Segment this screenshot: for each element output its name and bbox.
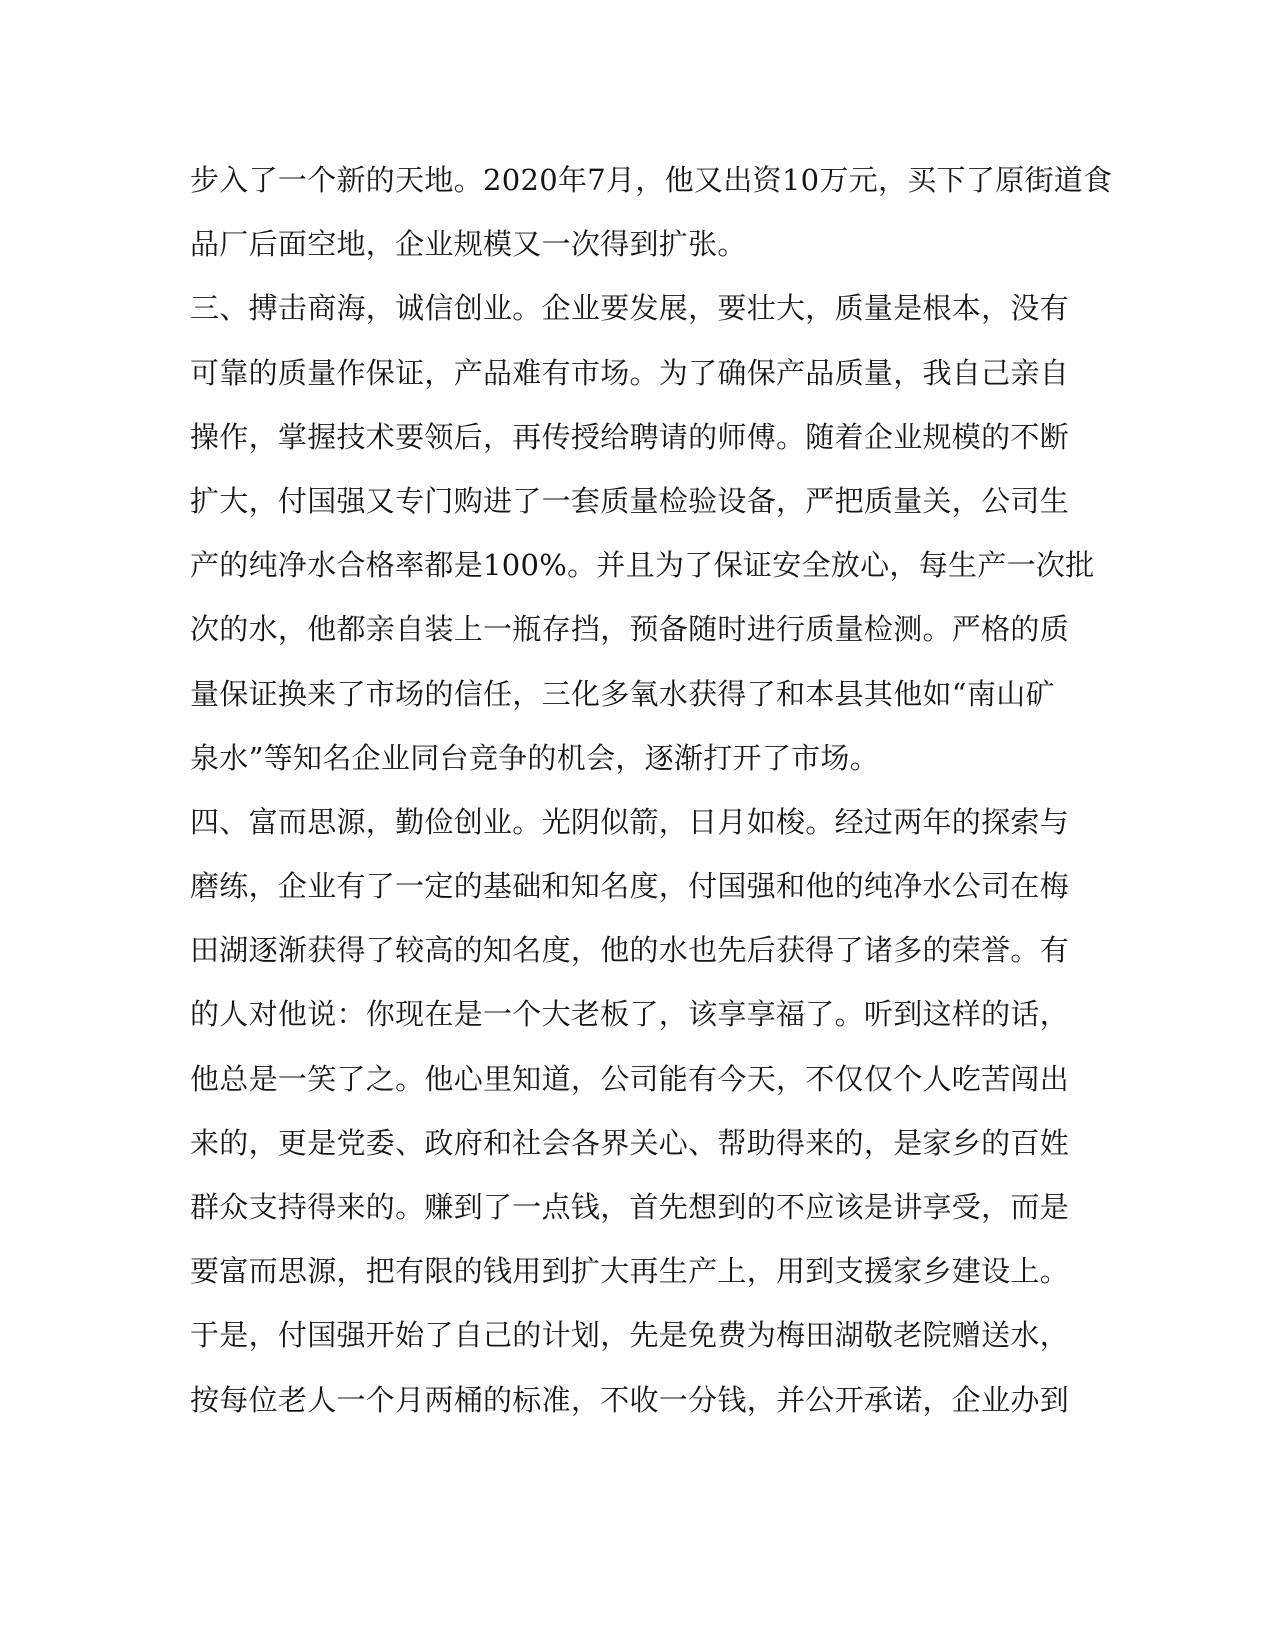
text-line: 来的，更是党委、政府和社会各界关心、帮助得来的，是家乡的百姓	[190, 1125, 1070, 1160]
text-line: 要富而思源，把有限的钱用到扩大再生产上，用到支援家乡建设上。	[190, 1254, 1070, 1289]
text-line: 品厂后面空地，企业规模又一次得到扩张。	[190, 227, 747, 262]
text-line: 次的水，他都亲自装上一瓶存挡，预备随时进行质量检测。严格的质	[190, 612, 1070, 647]
text-line: 操作，掌握技术要领后，再传授给聘请的师傅。随着企业规模的不断	[190, 419, 1070, 454]
text-line: 群众支持得来的。赚到了一点钱，首先想到的不应该是讲享受，而是	[190, 1190, 1070, 1224]
body-text	[190, 156, 1113, 1440]
text-line: 田湖逐渐获得了较高的知名度，他的水也先后获得了诸多的荣誉。有	[190, 933, 1070, 968]
text-line: 步入了一个新的天地。2020年7月，他又出资10万元，买下了原街道食	[190, 163, 1113, 197]
text-line: 可靠的质量作保证，产品难有市场。为了确保产品质量，我自己亲自	[190, 355, 1070, 390]
text-line: 产的纯净水合格率都是100%。并且为了保证安全放心，每生产一次批	[190, 548, 1095, 583]
text-line: 他总是一笑了之。他心里知道，公司能有今天，不仅仅个人吃苦闯出	[190, 1061, 1070, 1096]
text-line: 于是，付国强开始了自己的计划，先是免费为梅田湖敬老院赠送水，	[190, 1318, 1070, 1353]
text-line: 四、富而思源，勤俭创业。光阴似箭，日月如梭。经过两年的探索与	[190, 804, 1070, 839]
text-line: 量保证换来了市场的信任，三化多氧水获得了和本县其他如“南山矿	[190, 676, 1055, 711]
text-line: 磨练，企业有了一定的基础和知名度，付国强和他的纯净水公司在梅	[190, 869, 1070, 904]
text-line: 三、搏击商海，诚信创业。企业要发展，要壮大，质量是根本，没有	[190, 291, 1070, 326]
text-line: 的人对他说：你现在是一个大老板了，该享享福了。听到这样的话，	[190, 997, 1070, 1032]
text-line: 扩大，付国强又专门购进了一套质量检验设备，严把质量关，公司生	[190, 483, 1070, 518]
text-line: 泉水”等知名企业同台竞争的机会，逐渐打开了市场。	[190, 740, 880, 775]
text-line: 按每位老人一个月两桶的标准，不收一分钱，并公开承诺，企业办到	[190, 1382, 1070, 1417]
